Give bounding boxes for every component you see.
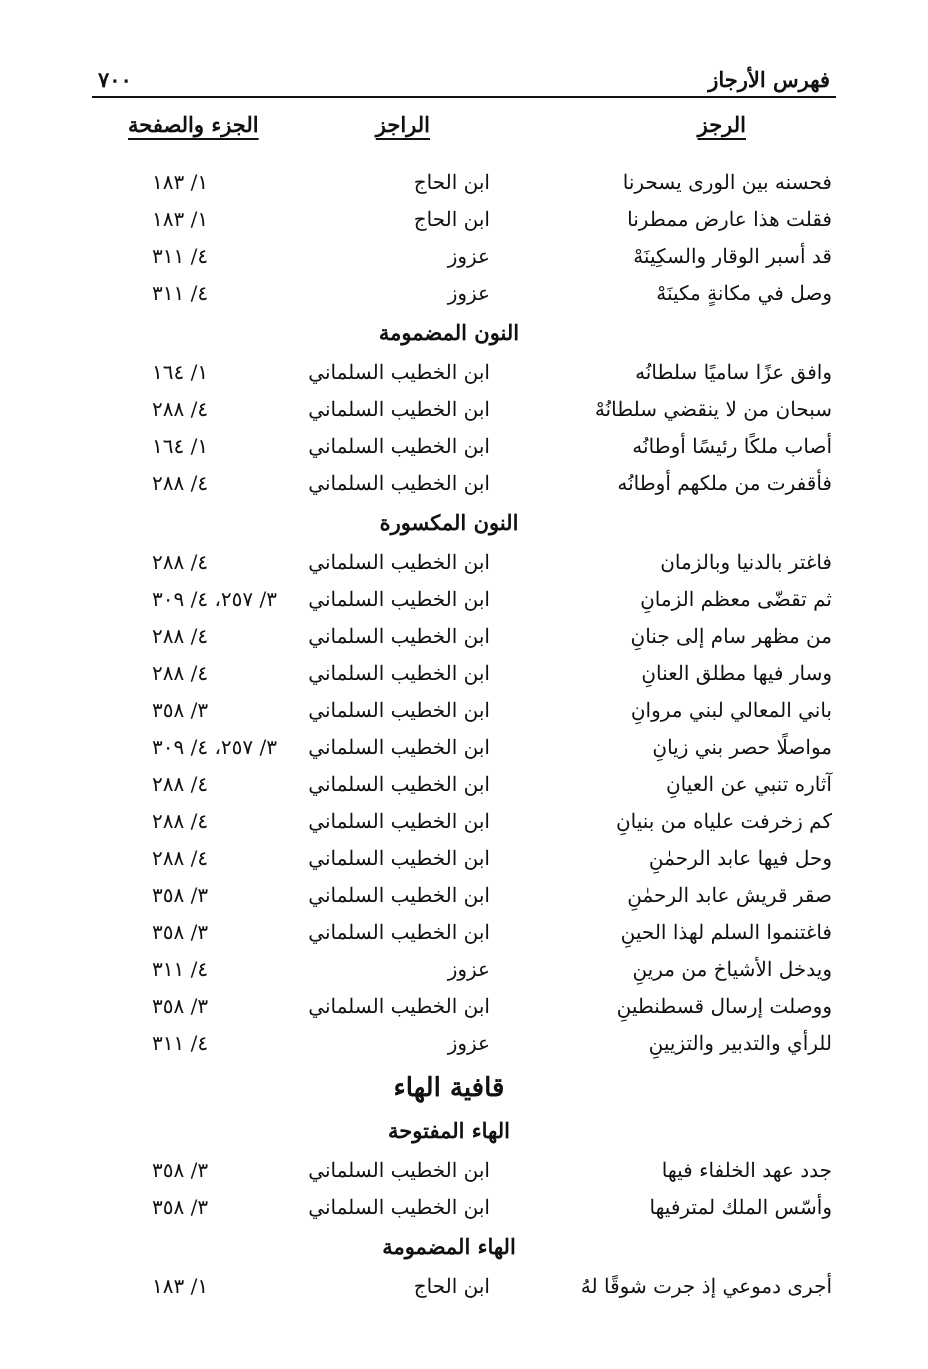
index-row	[92, 951, 836, 988]
verse-text: وأسّس الملك لمترفيها	[649, 1195, 832, 1219]
verse-text: للرأي والتدبير والتزيينِ	[648, 1031, 832, 1055]
poet-name: عزوز	[447, 281, 490, 305]
section-heading-ha: قافية الهاء	[393, 1073, 505, 1103]
index-row	[92, 581, 836, 618]
index-row	[92, 201, 836, 238]
subsection-heading-ha-madmuma: الهاء المضمومة	[382, 1234, 516, 1259]
verse-text: وحل فيها عابد الرحمٰنِ	[648, 846, 832, 870]
volume-page-ref: ٤/ ٣١١	[152, 244, 209, 268]
index-row	[92, 275, 836, 312]
volume-page-ref: ٣/ ٣٥٨	[152, 994, 209, 1018]
index-row	[92, 1152, 836, 1189]
poet-name: ابن الخطيب السلماني	[308, 550, 490, 574]
poet-name: ابن الخطيب السلماني	[308, 661, 490, 685]
index-row	[92, 877, 836, 914]
verse-text: فقلت هذا عارض ممطرنا	[627, 207, 832, 231]
volume-page-ref: ٤/ ٢٨٨	[152, 661, 209, 685]
index-row	[92, 618, 836, 655]
running-head	[92, 62, 836, 98]
verse-text: فاغتنموا السلم لهذا الحينِ	[620, 920, 832, 944]
poet-name: ابن الخطيب السلماني	[308, 1158, 490, 1182]
volume-page-ref: ٤/ ٢٨٨	[152, 471, 209, 495]
poet-name: ابن الخطيب السلماني	[308, 920, 490, 944]
verse-text: أجرى دموعي إذ جرت شوقًا لهُ	[580, 1274, 832, 1298]
running-title: فهرس الأرجاز	[708, 67, 830, 92]
volume-page-ref: ١/ ١٦٤	[152, 434, 209, 458]
volume-page-ref: ١/ ١٨٣	[152, 170, 209, 194]
volume-page-ref: ٣/ ٢٥٧، ٤/ ٣٠٩	[152, 735, 277, 759]
index-row	[92, 238, 836, 275]
poet-name: ابن الخطيب السلماني	[308, 624, 490, 648]
poet-name: ابن الخطيب السلماني	[308, 471, 490, 495]
verse-text: جدد عهد الخلفاء فيها	[661, 1158, 832, 1182]
poet-name: ابن الخطيب السلماني	[308, 846, 490, 870]
verse-text: وسار فيها مطلق العنانِ	[641, 661, 832, 685]
index-page	[92, 62, 836, 1305]
subsection-heading-ha-maftuha: الهاء المفتوحة	[388, 1118, 510, 1143]
poet-name: عزوز	[447, 244, 490, 268]
index-row	[92, 655, 836, 692]
column-header-poet: الراجز	[375, 112, 430, 137]
verse-text: باني المعالي لبني مروانِ	[630, 698, 832, 722]
volume-page-ref: ٤/ ٢٨٨	[152, 550, 209, 574]
volume-page-ref: ٤/ ٣١١	[152, 1031, 209, 1055]
verse-text: كم زخرفت علياه من بنيانِ	[615, 809, 832, 833]
index-row	[92, 391, 836, 428]
poet-name: ابن الخطيب السلماني	[308, 587, 490, 611]
index-row	[92, 766, 836, 803]
subsection-heading-nun-madmuma: النون المضمومة	[378, 320, 520, 345]
poet-name: ابن الخطيب السلماني	[308, 1195, 490, 1219]
index-row	[92, 1189, 836, 1226]
verse-text: فحسنه بين الورى يسحرنا	[622, 170, 832, 194]
volume-page-ref: ١/ ١٨٣	[152, 207, 209, 231]
volume-page-ref: ٤/ ٣١١	[152, 281, 209, 305]
verse-text: آثاره تنبي عن العيانِ	[665, 772, 832, 796]
poet-name: ابن الخطيب السلماني	[308, 809, 490, 833]
verse-text: ويدخل الأشياخ من مرينِ	[632, 957, 832, 981]
column-header-reference: الجزء والصفحة	[128, 112, 259, 137]
page-number: ٧٠٠	[98, 67, 132, 92]
index-row	[92, 1268, 836, 1305]
verse-text: مواصلًا حصر بني زيانِ	[652, 735, 832, 759]
poet-name: ابن الحاج	[413, 1274, 490, 1298]
poet-name: عزوز	[447, 957, 490, 981]
verse-text: فأقفرت من ملكهم أوطانُه	[617, 471, 832, 495]
volume-page-ref: ٣/ ٣٥٨	[152, 883, 209, 907]
poet-name: ابن الخطيب السلماني	[308, 994, 490, 1018]
poet-name: ابن الخطيب السلماني	[308, 735, 490, 759]
volume-page-ref: ٤/ ٢٨٨	[152, 772, 209, 796]
verse-text: ووصلت إرسال قسطنطينِ	[616, 994, 832, 1018]
poet-name: ابن الخطيب السلماني	[308, 397, 490, 421]
volume-page-ref: ٤/ ٢٨٨	[152, 809, 209, 833]
verse-text: فاغتر بالدنيا وبالزمان	[660, 550, 832, 574]
volume-page-ref: ١/ ١٦٤	[152, 360, 209, 384]
verse-text: صقر قريش عابد الرحمٰنِ	[627, 883, 832, 907]
volume-page-ref: ٣/ ٢٥٧، ٤/ ٣٠٩	[152, 587, 277, 611]
index-row	[92, 354, 836, 391]
poet-name: ابن الخطيب السلماني	[308, 772, 490, 796]
verse-text: سبحان من لا ينقضي سلطانُهْ	[594, 397, 832, 421]
poet-name: ابن الخطيب السلماني	[308, 698, 490, 722]
poet-name: ابن الحاج	[413, 170, 490, 194]
index-row	[92, 465, 836, 502]
index-row	[92, 1025, 836, 1062]
verse-text: قد أسبر الوقار والسكِينَهْ	[633, 244, 832, 268]
subsection-heading-nun-maksura: النون المكسورة	[379, 510, 519, 535]
volume-page-ref: ٤/ ٢٨٨	[152, 397, 209, 421]
verse-text: من مظهر سام إلى جنانِ	[630, 624, 832, 648]
volume-page-ref: ١/ ١٨٣	[152, 1274, 209, 1298]
column-header-verse: الرجز	[697, 112, 746, 137]
volume-page-ref: ٣/ ٣٥٨	[152, 1158, 209, 1182]
verse-text: أصاب ملكًا رئيسًا أوطانُه	[632, 434, 832, 458]
poet-name: ابن الخطيب السلماني	[308, 883, 490, 907]
column-headers	[92, 98, 836, 154]
volume-page-ref: ٤/ ٢٨٨	[152, 624, 209, 648]
index-row	[92, 914, 836, 951]
index-row	[92, 692, 836, 729]
poet-name: عزوز	[447, 1031, 490, 1055]
volume-page-ref: ٣/ ٣٥٨	[152, 1195, 209, 1219]
index-row	[92, 729, 836, 766]
poet-name: ابن الخطيب السلماني	[308, 434, 490, 458]
verse-text: ثم تقضّى معظم الزمانِ	[640, 587, 832, 611]
verse-text: وافق عزًا ساميًا سلطانُه	[635, 360, 832, 384]
index-row	[92, 428, 836, 465]
poet-name: ابن الحاج	[413, 207, 490, 231]
volume-page-ref: ٣/ ٣٥٨	[152, 920, 209, 944]
poet-name: ابن الخطيب السلماني	[308, 360, 490, 384]
volume-page-ref: ٣/ ٣٥٨	[152, 698, 209, 722]
verse-text: وصل في مكانةٍ مكينَهْ	[656, 281, 832, 305]
volume-page-ref: ٤/ ٣١١	[152, 957, 209, 981]
index-row	[92, 164, 836, 201]
index-row	[92, 840, 836, 877]
index-row	[92, 988, 836, 1025]
index-row	[92, 544, 836, 581]
volume-page-ref: ٤/ ٢٨٨	[152, 846, 209, 870]
index-row	[92, 803, 836, 840]
